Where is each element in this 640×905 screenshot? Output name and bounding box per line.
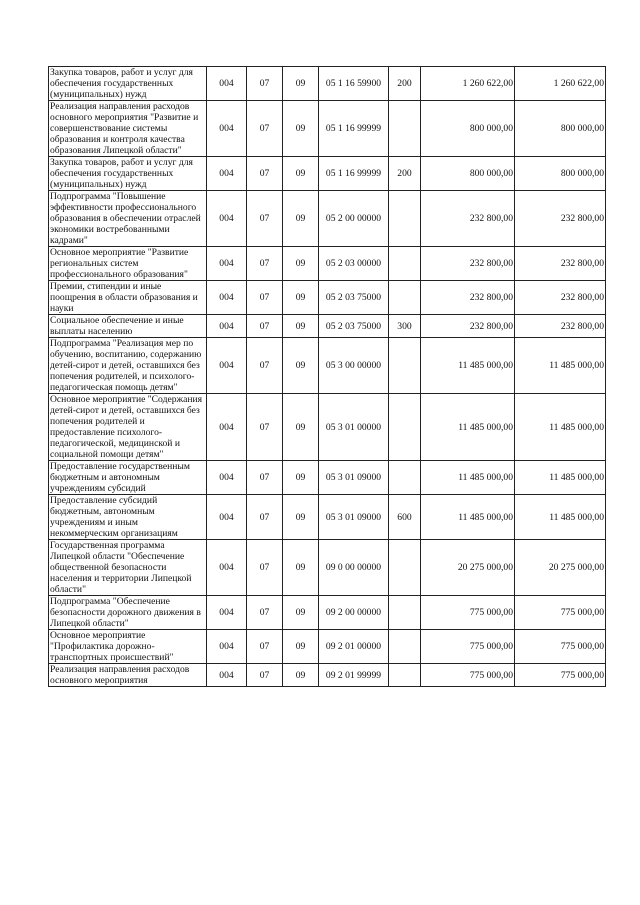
ved-code-cell: 004: [207, 315, 247, 338]
subsection-code-cell: 09: [283, 67, 319, 101]
table-row: [49, 630, 606, 664]
target-article-cell: 05 1 16 99999: [319, 101, 389, 157]
expense-type-cell: [389, 630, 421, 664]
expense-type-cell: [389, 247, 421, 281]
subsection-code-cell: 09: [283, 540, 319, 596]
amount-cell: 11 485 000,00: [515, 394, 606, 461]
target-article-cell: 05 2 03 00000: [319, 247, 389, 281]
section-code-cell: 07: [247, 596, 283, 630]
table-row: [49, 157, 606, 191]
target-article-cell: 09 2 01 99999: [319, 664, 389, 687]
ved-code-cell: 004: [207, 461, 247, 495]
amount-cell: 11 485 000,00: [515, 495, 606, 540]
table-row: [49, 101, 606, 157]
expense-type-cell: [389, 664, 421, 687]
target-article-cell: 05 3 01 09000: [319, 461, 389, 495]
amount-cell: 232 800,00: [421, 281, 515, 315]
expense-type-cell: [389, 281, 421, 315]
row-name-cell: Государственная программа Липецкой области "Обеспечение общественной безопасности населения и территории Липецкой области": [49, 540, 207, 596]
row-name-cell: Реализация направления расходов основного мероприятия "Развитие и совершенствование системы образования и контроля качества образования Липецкой области": [49, 101, 207, 157]
ved-code-cell: 004: [207, 630, 247, 664]
section-code-cell: 07: [247, 281, 283, 315]
amount-cell: 232 800,00: [515, 281, 606, 315]
section-code-cell: 07: [247, 191, 283, 247]
target-article-cell: 05 3 01 09000: [319, 495, 389, 540]
amount-cell: 11 485 000,00: [421, 461, 515, 495]
row-name-cell: Подпрограмма "Реализация мер по обучению, воспитанию, содержанию детей-сирот и детей, оставшихся без попечения родителей, и психолого-педагогическая помощь детям": [49, 338, 207, 394]
subsection-code-cell: 09: [283, 664, 319, 687]
amount-cell: 775 000,00: [421, 664, 515, 687]
table-row: [49, 461, 606, 495]
row-name-cell: Реализация направления расходов основного мероприятия: [49, 664, 207, 687]
ved-code-cell: 004: [207, 664, 247, 687]
amount-cell: 20 275 000,00: [421, 540, 515, 596]
amount-cell: 232 800,00: [421, 315, 515, 338]
section-code-cell: 07: [247, 338, 283, 394]
subsection-code-cell: 09: [283, 191, 319, 247]
target-article-cell: 05 2 03 75000: [319, 281, 389, 315]
row-name-cell: Основное мероприятие "Профилактика дорожно-транспортных происшествий": [49, 630, 207, 664]
expense-type-cell: [389, 191, 421, 247]
section-code-cell: 07: [247, 101, 283, 157]
expense-type-cell: [389, 101, 421, 157]
amount-cell: 775 000,00: [515, 630, 606, 664]
section-code-cell: 07: [247, 461, 283, 495]
amount-cell: 232 800,00: [421, 191, 515, 247]
table-row: [49, 338, 606, 394]
amount-cell: 232 800,00: [421, 247, 515, 281]
expense-type-cell: [389, 394, 421, 461]
table-row: [49, 281, 606, 315]
target-article-cell: 05 1 16 59900: [319, 67, 389, 101]
amount-cell: 800 000,00: [421, 157, 515, 191]
amount-cell: 232 800,00: [515, 247, 606, 281]
amount-cell: 800 000,00: [421, 101, 515, 157]
amount-cell: 775 000,00: [515, 596, 606, 630]
expense-type-cell: [389, 540, 421, 596]
expense-type-cell: [389, 338, 421, 394]
ved-code-cell: 004: [207, 67, 247, 101]
expense-type-cell: 600: [389, 495, 421, 540]
amount-cell: 11 485 000,00: [515, 338, 606, 394]
row-name-cell: Закупка товаров, работ и услуг для обеспечения государственных (муниципальных) нужд: [49, 157, 207, 191]
row-name-cell: Основное мероприятие "Содержания детей-сирот и детей, оставшихся без попечения родителей и предоставление психолого-педагогической, медицинской и социальной помощи детям": [49, 394, 207, 461]
expense-type-cell: [389, 596, 421, 630]
section-code-cell: 07: [247, 67, 283, 101]
expense-type-cell: [389, 461, 421, 495]
subsection-code-cell: 09: [283, 338, 319, 394]
target-article-cell: 09 2 00 00000: [319, 596, 389, 630]
table-row: [49, 315, 606, 338]
amount-cell: 1 260 622,00: [515, 67, 606, 101]
row-name-cell: Предоставление государственным бюджетным и автономным учреждениям субсидий: [49, 461, 207, 495]
section-code-cell: 07: [247, 664, 283, 687]
target-article-cell: 05 1 16 99999: [319, 157, 389, 191]
target-article-cell: 09 0 00 00000: [319, 540, 389, 596]
amount-cell: 775 000,00: [421, 596, 515, 630]
table-row: [49, 191, 606, 247]
ved-code-cell: 004: [207, 495, 247, 540]
row-name-cell: Закупка товаров, работ и услуг для обеспечения государственных (муниципальных) нужд: [49, 67, 207, 101]
table-body: [49, 67, 606, 687]
amount-cell: 232 800,00: [515, 191, 606, 247]
amount-cell: 11 485 000,00: [421, 495, 515, 540]
row-name-cell: Подпрограмма "Повышение эффективности профессионального образования в обеспечении отраслей экономики востребованными кадрами": [49, 191, 207, 247]
subsection-code-cell: 09: [283, 101, 319, 157]
subsection-code-cell: 09: [283, 495, 319, 540]
amount-cell: 800 000,00: [515, 101, 606, 157]
section-code-cell: 07: [247, 247, 283, 281]
budget-table: [48, 66, 606, 687]
table-row: [49, 495, 606, 540]
section-code-cell: 07: [247, 540, 283, 596]
table-row: [49, 67, 606, 101]
target-article-cell: 05 2 03 75000: [319, 315, 389, 338]
amount-cell: 11 485 000,00: [421, 338, 515, 394]
subsection-code-cell: 09: [283, 596, 319, 630]
subsection-code-cell: 09: [283, 157, 319, 191]
ved-code-cell: 004: [207, 191, 247, 247]
subsection-code-cell: 09: [283, 461, 319, 495]
table-row: [49, 596, 606, 630]
amount-cell: 11 485 000,00: [421, 394, 515, 461]
ved-code-cell: 004: [207, 596, 247, 630]
subsection-code-cell: 09: [283, 315, 319, 338]
table-row: [49, 664, 606, 687]
table-row: [49, 540, 606, 596]
amount-cell: 232 800,00: [515, 315, 606, 338]
ved-code-cell: 004: [207, 247, 247, 281]
subsection-code-cell: 09: [283, 281, 319, 315]
amount-cell: 800 000,00: [515, 157, 606, 191]
expense-type-cell: 200: [389, 67, 421, 101]
section-code-cell: 07: [247, 394, 283, 461]
ved-code-cell: 004: [207, 540, 247, 596]
table-row: [49, 394, 606, 461]
target-article-cell: 05 3 00 00000: [319, 338, 389, 394]
ved-code-cell: 004: [207, 338, 247, 394]
ved-code-cell: 004: [207, 394, 247, 461]
subsection-code-cell: 09: [283, 630, 319, 664]
row-name-cell: Социальное обеспечение и иные выплаты населению: [49, 315, 207, 338]
subsection-code-cell: 09: [283, 394, 319, 461]
row-name-cell: Подпрограмма "Обеспечение безопасности дорожного движения в Липецкой области": [49, 596, 207, 630]
target-article-cell: 05 3 01 00000: [319, 394, 389, 461]
amount-cell: 11 485 000,00: [515, 461, 606, 495]
amount-cell: 775 000,00: [515, 664, 606, 687]
section-code-cell: 07: [247, 315, 283, 338]
expense-type-cell: 200: [389, 157, 421, 191]
section-code-cell: 07: [247, 157, 283, 191]
amount-cell: 775 000,00: [421, 630, 515, 664]
row-name-cell: Основное мероприятие "Развитие региональных систем профессионального образования": [49, 247, 207, 281]
amount-cell: 20 275 000,00: [515, 540, 606, 596]
subsection-code-cell: 09: [283, 247, 319, 281]
expense-type-cell: 300: [389, 315, 421, 338]
ved-code-cell: 004: [207, 281, 247, 315]
ved-code-cell: 004: [207, 157, 247, 191]
row-name-cell: Премии, стипендии и иные поощрения в области образования и науки: [49, 281, 207, 315]
target-article-cell: 09 2 01 00000: [319, 630, 389, 664]
ved-code-cell: 004: [207, 101, 247, 157]
row-name-cell: Предоставление субсидий бюджетным, автономным учреждениям и иным некоммерческим организациям: [49, 495, 207, 540]
target-article-cell: 05 2 00 00000: [319, 191, 389, 247]
section-code-cell: 07: [247, 630, 283, 664]
section-code-cell: 07: [247, 495, 283, 540]
table-row: [49, 247, 606, 281]
amount-cell: 1 260 622,00: [421, 67, 515, 101]
